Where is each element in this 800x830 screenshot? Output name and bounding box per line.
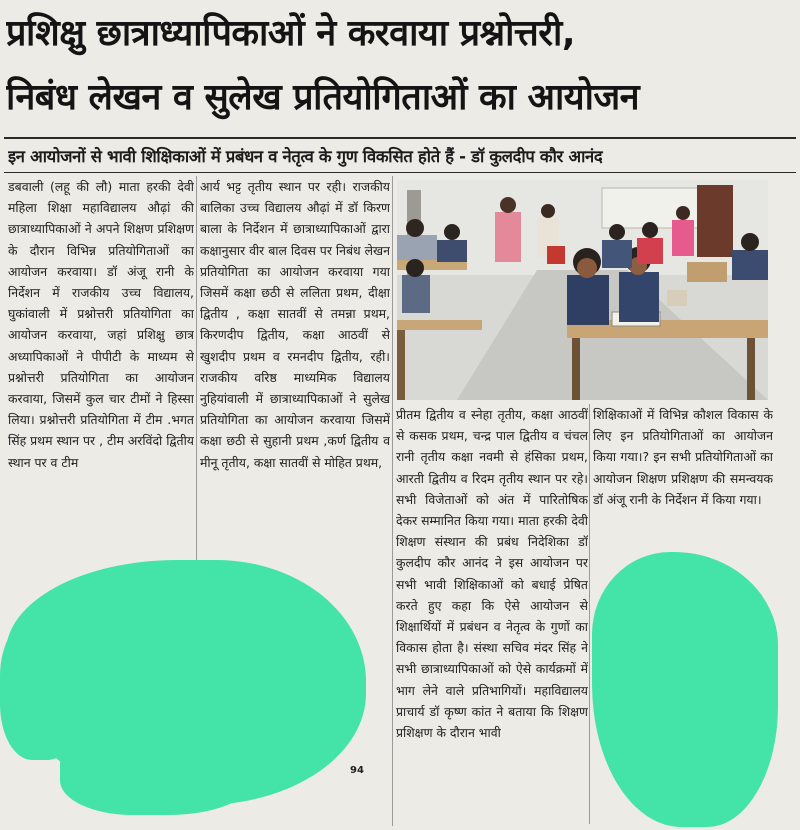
classroom-photo xyxy=(397,180,768,400)
headline-rule xyxy=(4,137,796,139)
article-column-4 xyxy=(593,404,773,554)
article-column-3 xyxy=(396,404,588,830)
subheadline-rule xyxy=(4,172,796,173)
column-divider xyxy=(392,176,393,826)
article-column-1 xyxy=(8,176,194,564)
headline-line-1: प्रशिक्षु छात्राध्यापिकाओं ने करवाया प्रश्नोत्तरी, xyxy=(6,13,576,54)
article-column-4-text: शिक्षिकाओं में विभिन्न कौशल विकास के लिए इन प्रतियोगिताओं का आयोजन किया गया।? इन सभी प्रतियोगिताओं का आयोजन शिक्षण प्रशिक्षण की समन्वयक डॉ अंजू रानी के निर्देशन में किया गया। xyxy=(593,407,773,507)
column-divider xyxy=(196,176,197,566)
redaction-mark-right xyxy=(592,552,778,827)
article-column-2 xyxy=(200,176,390,574)
article-column-3-text: प्रीतम द्वितीय व स्नेहा तृतीय, कक्षा आठवीं से कसक प्रथम, चन्द्र पाल द्वितीय व चंचल रानी तृतीय कक्षा नवमी से हंसिका प्रथम, आरती द्वितीय व रिदम तृतीय स्थान पर रहे। सभी विजेताओं को अंत में पारितोषिक देकर सम्मानित किया गया। माता हरकी देवी शिक्षण संस्थान की प्रबंध निदेशिका डॉ कुलदीप कौर आनंद ने इस आयोजन पर सभी भावी शिक्षिकाओं को बधाई प्रेषित करते हुए कहा कि ऐसे आयोजन से शिक्षार्थियों में प्रबंधन व नेतृत्व के गुणों का विकास होता है। संस्था सचिव मंदर सिंह ने सभी छात्राध्यापिकाओं को ऐसे कार्यक्रमों में भाग लेने वाले प्रतिभागियों। महाविद्यालय प्राचार्य डॉ कृष्ण कांत ने बताया कि शिक्षण प्रशिक्षण के दौरान भावी xyxy=(396,407,588,741)
headline-line-2: निबंध लेखन व सुलेख प्रतियोगिताओं का आयोजन xyxy=(6,77,640,118)
advertisement-fragment-phone: 94 xyxy=(350,765,364,776)
article-column-2-text: आर्य भट्ट तृतीय स्थान पर रही। राजकीय बालिका उच्च विद्यालय औढ़ां में डॉ किरण बाला के निर्देशन में छात्राध्यापिकाओं द्वारा कक्षानुसार वीर बाल दिवस पर निबंध लेखन प्रतियोगिता का आयोजन करवाया गया जिसमें कक्षा छठी से ललिता प्रथम, दीक्षा द्वितीय , कक्षा सातवीं से तमन्ना प्रथम, किरणदीप द्वितीय, कक्षा आठवीं से खुशदीप प्रथम व रमनदीप द्वितीय, रही। राजकीय वरिष्ठ माध्यमिक विद्यालय नुहियांवाली में छात्राध्यापिकाओं ने सुलेख प्रतियोगिता का आयोजन करवाया जिसमें कक्षा छठी से सुहानी प्रथम ,कर्ण द्वितीय व मीनू तृतीय, कक्षा सातवीं से मोहित प्रथम, xyxy=(200,179,390,470)
column-divider xyxy=(589,404,590,824)
subheadline: इन आयोजनों से भावी शिक्षिकाओं में प्रबंधन व नेतृत्व के गुण विकसित होते हैं - डॉ कुलदीप कौर आनंद xyxy=(8,147,603,166)
article-column-1-text: डबवाली (लहू की लौ) माता हरकी देवी महिला शिक्षा महाविद्यालय औढ़ां की छात्राध्यापिकाओं ने अपने शिक्षण प्रशिक्षण के दौरान विभिन्न प्रतियोगिताओं का आयोजन करवाया। डॉ अंजू रानी के निर्देशन में राजकीय उच्च विद्यालय, घुकांवाली में प्रश्नोत्तरी प्रतियोगिता का आयोजन करवाया, जहां प्रशिक्षु छात्र अध्यापिकाओं ने पीपीटी के माध्यम से प्रश्नोत्तरी प्रतियोगिता का आयोजन करवाया, जिसमें कुल चार टीमों ने हिस्सा लिया। प्रश्नोत्तरी प्रतियोगिता में टीम .भगत सिंह प्रथम स्थान पर , टीम अरविंदो द्वितीय स्थान पर व टीम xyxy=(8,179,194,470)
